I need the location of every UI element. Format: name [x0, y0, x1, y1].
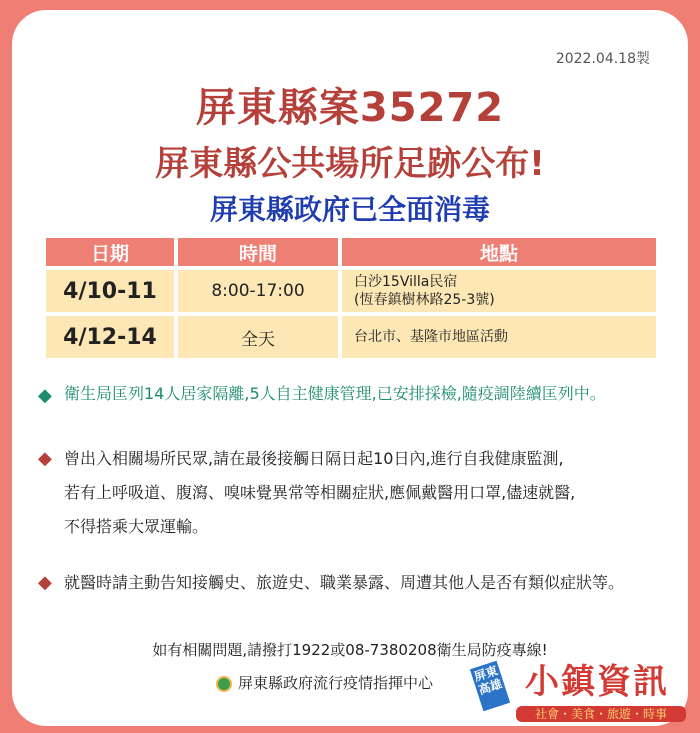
- row-place-line: (恆春鎮樹林路25-3號): [354, 292, 495, 308]
- table-header-row: [46, 238, 656, 266]
- row-date: 4/12-14: [46, 316, 174, 358]
- disinfection-subtitle: 屏東縣政府已全面消毒: [209, 193, 490, 226]
- bullet-monitoring: [38, 442, 668, 544]
- notice-card: [12, 10, 688, 726]
- header-time: 時間: [178, 238, 338, 266]
- bullet-text: 衛生局匡列14人居家隔離,5人自主健康管理,已安排採檢,隨疫調陸續匡列中。: [64, 384, 606, 403]
- diamond-icon: ◆: [38, 385, 52, 406]
- row-date: 4/10-11: [46, 270, 174, 312]
- watermark-logo: 小鎮資訊: [525, 662, 669, 702]
- bullet-text: 就醫時請主動告知接觸史、旅遊史、職業暴露、周遭其他人是否有類似症狀等。: [64, 573, 625, 592]
- header-place: 地點: [342, 238, 656, 266]
- county-seal-icon: [216, 676, 232, 692]
- table-row: [46, 316, 656, 358]
- org-name: 屏東縣政府流行疫情指揮中心: [238, 674, 434, 692]
- header-date: 日期: [46, 238, 174, 266]
- bullet-text: 若有上呼吸道、腹瀉、嗅味覺異常等相關症狀,應佩戴醫用口罩,儘速就醫,: [64, 483, 576, 502]
- watermark-badge: 屏東高雄: [470, 661, 510, 711]
- diamond-icon: ◆: [38, 448, 52, 469]
- org-footer: [216, 672, 433, 693]
- bullet-text: 曾出入相關場所民眾,請在最後接觸日隔日起10日內,進行自我健康監測,: [64, 449, 564, 468]
- watermark-tagline: 社會・美食・旅遊・時事: [516, 706, 686, 722]
- bullet-quarantine: [38, 382, 668, 406]
- bullet-text: 不得搭乘大眾運輸。: [64, 517, 209, 536]
- row-time: 全天: [178, 316, 338, 358]
- row-place-line: 台北市、基隆市地區活動: [354, 329, 508, 345]
- row-place: [342, 316, 656, 358]
- case-title: 屏東縣案35272: [195, 85, 505, 131]
- footprint-table: [42, 234, 660, 362]
- bullet-medical: [38, 566, 668, 600]
- hotline-text: 如有相關問題,請撥打1922或08-7380208衛生局防疫專線!: [152, 641, 548, 659]
- footprint-title: 屏東縣公共場所足跡公布!: [155, 144, 545, 184]
- diamond-icon: ◆: [38, 572, 52, 593]
- row-place-line: 白沙15Villa民宿: [354, 274, 458, 290]
- row-place: [342, 270, 656, 312]
- row-time: 8:00-17:00: [178, 270, 338, 312]
- issue-date: 2022.04.18製: [555, 51, 650, 67]
- table-row: [46, 270, 656, 312]
